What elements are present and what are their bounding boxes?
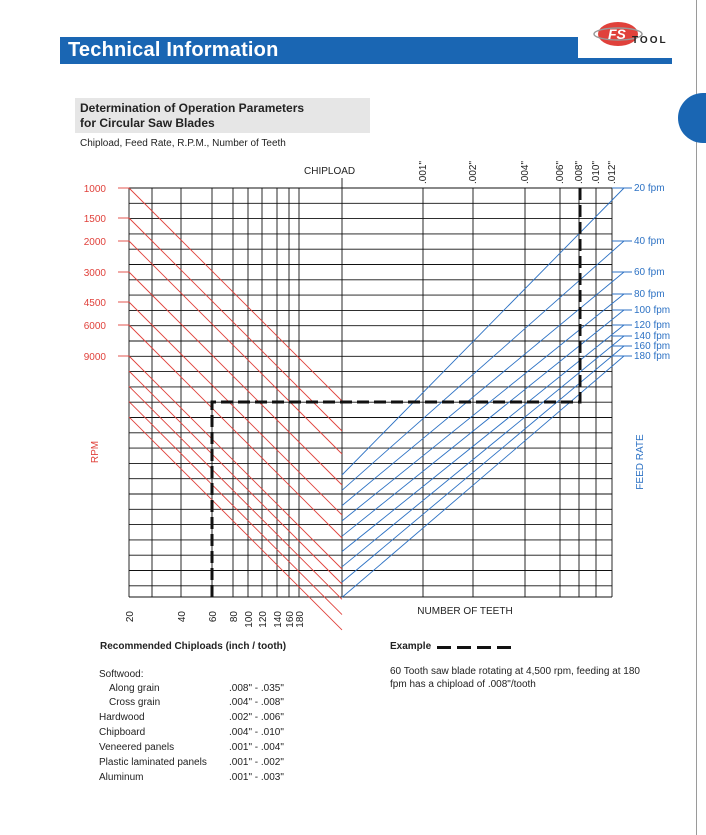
rpm-tick-label: 4500 xyxy=(83,298,106,309)
feed-rate-line xyxy=(342,336,624,567)
teeth-axis-label: NUMBER OF TEETH xyxy=(417,606,513,617)
chipload-row xyxy=(99,727,309,741)
feed-rate-tick-label: 180 fpm xyxy=(634,351,671,362)
feed-rate-line xyxy=(342,325,624,552)
chipload-material: Chipboard xyxy=(99,727,146,738)
example-legend-dash xyxy=(437,646,513,649)
feed-rate-line xyxy=(342,346,624,582)
chipload-tick-label: .006" xyxy=(555,160,566,184)
chipload-range: .004" - .008" xyxy=(229,697,284,708)
feed-rate-tick-label: 100 fpm xyxy=(634,305,671,316)
feed-rate-tick-label: 160 fpm xyxy=(634,341,671,352)
chipload-tick-label: .004" xyxy=(520,160,531,184)
logo-wordmark: TOOL xyxy=(632,35,668,46)
recommended-title: Recommended Chiploads (inch / tooth) xyxy=(100,641,287,652)
rpm-line xyxy=(129,302,342,515)
chipload-range: .008" - .035" xyxy=(229,683,284,694)
chipload-material: Veneered panels xyxy=(99,742,175,753)
feed-rate-line xyxy=(342,356,624,597)
chart-caption: Chipload, Feed Rate, R.P.M., Number of Teeth xyxy=(80,138,286,149)
subheading-line2: for Circular Saw Blades xyxy=(80,116,215,130)
feed-rate-line xyxy=(342,272,624,506)
rpm-line xyxy=(129,188,342,401)
chipload-material: Plastic laminated panels xyxy=(99,757,207,768)
rpm-line xyxy=(129,356,342,569)
chipload-range: .001" - .002" xyxy=(229,757,284,768)
feed-rate-line xyxy=(342,241,624,490)
feed-rate-line xyxy=(342,188,624,475)
teeth-tick-label: 60 xyxy=(208,611,219,623)
teeth-tick-label: 20 xyxy=(125,611,136,623)
chipload-row xyxy=(99,712,309,726)
teeth-tick-label: 180 xyxy=(295,611,306,628)
teeth-tick-label: 40 xyxy=(177,611,188,623)
example-text: 60 Tooth saw blade rotating at 4,500 rpm, feeding at 180 fpm has a chipload of .008"/tooth xyxy=(390,666,640,690)
chipload-material: Cross grain xyxy=(109,697,161,708)
rpm-tick-label: 1500 xyxy=(83,214,106,225)
example-title: Example xyxy=(390,641,432,652)
rpm-tick-label: 3000 xyxy=(83,268,106,279)
logo-mark: FS xyxy=(608,26,626,42)
chart-grid xyxy=(129,178,612,597)
rpm-tick-label: 2000 xyxy=(83,237,106,248)
teeth-tick-label: 160 xyxy=(285,611,296,628)
feed-rate-axis-label: FEED RATE xyxy=(635,434,646,490)
chipload-row xyxy=(99,742,309,756)
feed-rate-tick-label: 60 fpm xyxy=(634,267,665,278)
chipload-range: .001" - .004" xyxy=(229,742,284,753)
chipload-row xyxy=(99,757,309,771)
rpm-line xyxy=(129,218,342,431)
chipload-row xyxy=(99,683,309,697)
rpm-line xyxy=(129,386,342,599)
subheading-line1: Determination of Operation Parameters xyxy=(80,101,305,115)
rpm-line xyxy=(129,402,342,615)
rpm-line xyxy=(129,272,342,485)
chipload-tick-label: .012" xyxy=(607,160,618,184)
chipload-axis-label: CHIPLOAD xyxy=(304,166,356,177)
teeth-tick-label: 120 xyxy=(258,611,269,628)
rpm-axis-label: RPM xyxy=(90,440,101,464)
chipload-row xyxy=(99,697,309,711)
chipload-material: Hardwood xyxy=(99,712,145,723)
rpm-tick-label: 9000 xyxy=(83,352,106,363)
page-title: Technical Information xyxy=(68,39,279,61)
chipload-tick-label: .008" xyxy=(574,160,585,184)
feed-rate-line xyxy=(342,310,624,536)
feed-rate-tick-label: 80 fpm xyxy=(634,289,665,300)
rpm-line xyxy=(129,241,342,454)
chipload-material: Along grain xyxy=(109,683,160,694)
chipload-range: .002" - .006" xyxy=(229,712,284,723)
chipload-material: Aluminum xyxy=(99,772,144,783)
recommended-group-softwood: Softwood: xyxy=(99,669,144,680)
rpm-tick-label: 6000 xyxy=(83,321,106,332)
teeth-tick-label: 140 xyxy=(273,611,284,628)
feed-rate-tick-label: 40 fpm xyxy=(634,236,665,247)
feed-rate-line xyxy=(342,294,624,521)
teeth-tick-label: 100 xyxy=(244,611,255,628)
rpm-line xyxy=(129,417,342,630)
rpm-tick-label: 1000 xyxy=(83,184,106,195)
rpm-line xyxy=(129,325,342,538)
chipload-range: .001" - .003" xyxy=(229,772,284,783)
feed-rate-tick-label: 20 fpm xyxy=(634,183,665,194)
chipload-row xyxy=(99,772,309,786)
chipload-tick-label: .002" xyxy=(468,160,479,184)
feed-rate-tick-label: 120 fpm xyxy=(634,320,671,331)
feed-rate-tick-label: 140 fpm xyxy=(634,331,671,342)
chipload-tick-label: .010" xyxy=(591,160,602,184)
chipload-tick-label: .001" xyxy=(418,160,429,184)
teeth-tick-label: 80 xyxy=(229,611,240,623)
chipload-range: .004" - .010" xyxy=(229,727,284,738)
